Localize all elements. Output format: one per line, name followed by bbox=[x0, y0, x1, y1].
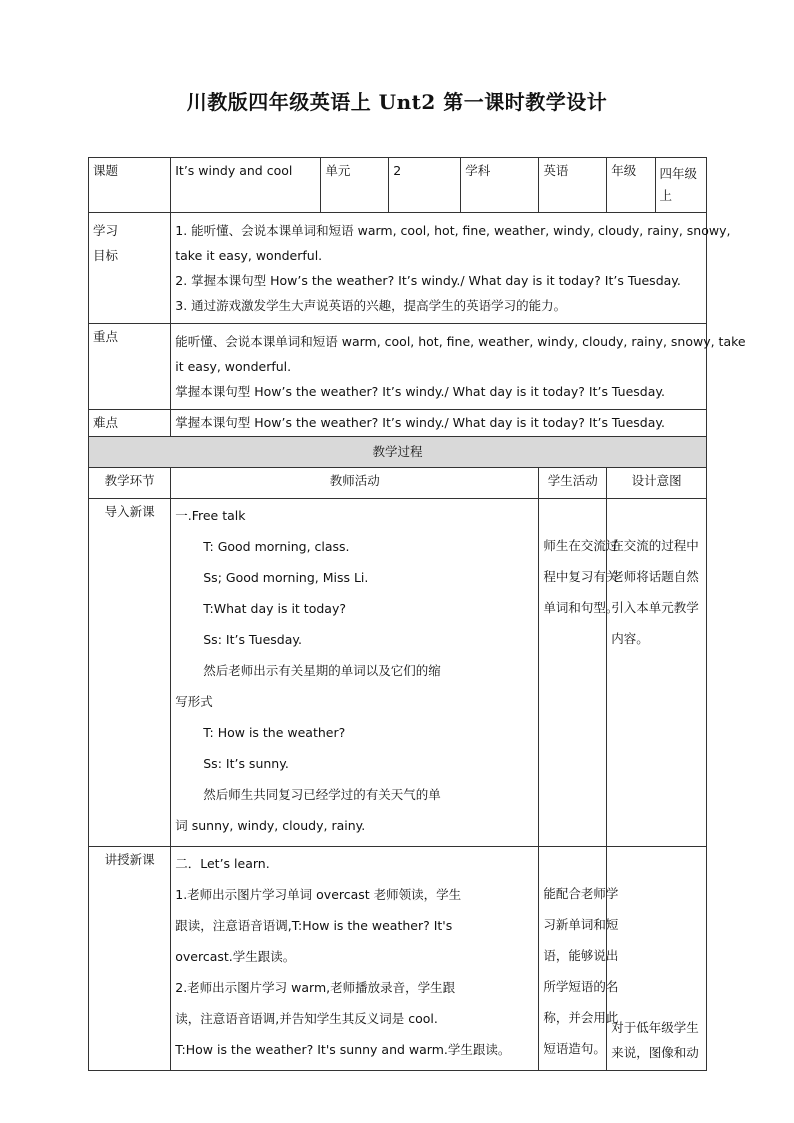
stage-row-intro bbox=[89, 499, 707, 847]
intent-line: 在交流的过程中 bbox=[611, 538, 699, 554]
stage-2-student-activities bbox=[539, 847, 619, 1071]
stage-1-line: T: Good morning, class. bbox=[203, 539, 350, 555]
student-line: 能配合老师学 bbox=[543, 886, 619, 902]
stage-2-line: T:How is the weather? It's sunny and warm.学生跟读。 bbox=[175, 1042, 511, 1058]
stage-2-design-intent bbox=[607, 847, 707, 1071]
student-line: 语，能够说出 bbox=[543, 948, 619, 964]
document-title: 川教版四年级英语上 Unt2 第一课时教学设计 bbox=[186, 90, 608, 114]
stage-1-line: 然后师生共同复习已经学过的有关天气的单 bbox=[203, 787, 441, 803]
stage-1-line: Ss; Good morning, Miss Li. bbox=[203, 570, 369, 586]
student-line: 习新单词和短 bbox=[543, 917, 619, 933]
stage-1-line: Ss: It’s Tuesday. bbox=[203, 632, 302, 648]
subject-value: 英语 bbox=[539, 158, 607, 213]
student-line: 单词和句型。 bbox=[543, 600, 619, 616]
difficulties-content: 掌握本课句型 How’s the weather? It’s windy./ What day is it today? It’s Tuesday. bbox=[171, 410, 707, 437]
stage-2-teacher-activities bbox=[171, 847, 539, 1071]
key-points-content bbox=[171, 324, 746, 410]
grade-line1: 四年级 bbox=[659, 166, 698, 181]
stage-2-line: 二．Let’s learn. bbox=[175, 856, 270, 872]
lesson-plan-table bbox=[88, 157, 746, 1071]
stage-1-line: T:What day is it today? bbox=[203, 601, 346, 617]
key-points-line2: it easy, wonderful. bbox=[175, 359, 292, 374]
stage-1-line: Ss: It’s sunny. bbox=[203, 756, 289, 772]
info-row bbox=[89, 158, 707, 213]
intent-line: 内容。 bbox=[611, 631, 649, 647]
stage-2-name: 讲授新课 bbox=[89, 847, 171, 1071]
difficulties-label: 难点 bbox=[89, 410, 171, 437]
grade-value bbox=[655, 158, 706, 213]
intent-line: 对于低年级学生 bbox=[611, 1020, 699, 1036]
column-stage: 教学环节 bbox=[89, 468, 171, 499]
key-points-line1: 能听懂、会说本课单词和短语 warm, cool, hot, fine, weather, windy, cloudy, rainy, snowy, take bbox=[175, 334, 746, 349]
column-header-row bbox=[89, 468, 707, 499]
column-student-label: 学生活动 bbox=[547, 473, 598, 489]
stage-1-teacher-activities bbox=[171, 499, 539, 847]
unit-label: 单元 bbox=[321, 158, 389, 213]
intent-line: 来说，图像和动 bbox=[611, 1045, 699, 1061]
student-line: 所学短语的名 bbox=[543, 979, 619, 995]
stage-2-line: 读，注意语音语调,并告知学生其反义词是 cool. bbox=[175, 1011, 438, 1027]
objective-2: 2. 掌握本课句型 How’s the weather? It’s windy./ What day is it today? It’s Tuesday. bbox=[175, 273, 681, 288]
student-line: 称，并会用此 bbox=[543, 1010, 619, 1026]
stage-1-line: T: How is the weather? bbox=[203, 725, 346, 741]
intent-line: 引入本单元教学 bbox=[611, 600, 699, 616]
key-points-row bbox=[89, 324, 707, 410]
column-teacher: 教师活动 bbox=[171, 468, 539, 499]
student-line: 程中复习有关 bbox=[543, 569, 619, 585]
stage-2-line: overcast.学生跟读。 bbox=[175, 949, 296, 965]
student-line: 短语造句。 bbox=[543, 1041, 606, 1057]
stage-1-line: 然后老师出示有关星期的单词以及它们的缩 bbox=[203, 663, 441, 679]
process-header-row bbox=[89, 437, 707, 468]
stage-1-design-intent bbox=[607, 499, 707, 847]
objective-1-line2: take it easy, wonderful. bbox=[175, 248, 323, 263]
objectives-content bbox=[171, 213, 731, 324]
student-line: 师生在交流过 bbox=[543, 538, 619, 554]
stage-1-student-activities bbox=[539, 499, 619, 847]
column-intent: 设计意图 bbox=[607, 468, 707, 499]
stage-row-new-lesson bbox=[89, 847, 707, 1071]
grade-line2: 上 bbox=[659, 188, 673, 203]
stage-2-line: 跟读，注意语音语调,T:How is the weather? It's bbox=[175, 918, 453, 934]
topic-label: 课题 bbox=[89, 158, 171, 213]
unit-value: 2 bbox=[389, 158, 461, 213]
key-points-line3: 掌握本课句型 How’s the weather? It’s windy./ What day is it today? It’s Tuesday. bbox=[175, 384, 665, 399]
subject-label: 学科 bbox=[461, 158, 539, 213]
stage-1-line: 写形式 bbox=[175, 694, 213, 710]
key-points-label: 重点 bbox=[89, 324, 171, 410]
stage-1-line: 一.Free talk bbox=[175, 508, 246, 524]
intent-line: 老师将话题自然 bbox=[611, 569, 699, 585]
grade-label: 年级 bbox=[607, 158, 655, 213]
stage-2-line: 2.老师出示图片学习 warm,老师播放录音，学生跟 bbox=[175, 980, 456, 996]
column-student bbox=[539, 468, 607, 499]
stage-1-line: 词 sunny, windy, cloudy, rainy. bbox=[175, 818, 366, 834]
objective-3: 3. 通过游戏激发学生大声说英语的兴趣，提高学生的英语学习的能力。 bbox=[175, 298, 567, 313]
process-header: 教学过程 bbox=[89, 437, 707, 468]
objective-1-line1: 1. 能听懂、会说本课单词和短语 warm, cool, hot, fine, weather, windy, cloudy, rainy, snowy, bbox=[175, 223, 731, 238]
stage-1-name: 导入新课 bbox=[89, 499, 171, 847]
objectives-row bbox=[89, 213, 707, 324]
topic-value: It’s windy and cool bbox=[171, 158, 321, 213]
objectives-label-line1: 学习 bbox=[93, 223, 119, 238]
objectives-label-line2: 目标 bbox=[93, 248, 119, 263]
difficulties-row bbox=[89, 410, 707, 437]
objectives-label bbox=[89, 213, 171, 324]
stage-2-line: 1.老师出示图片学习单词 overcast 老师领读，学生 bbox=[175, 887, 462, 903]
